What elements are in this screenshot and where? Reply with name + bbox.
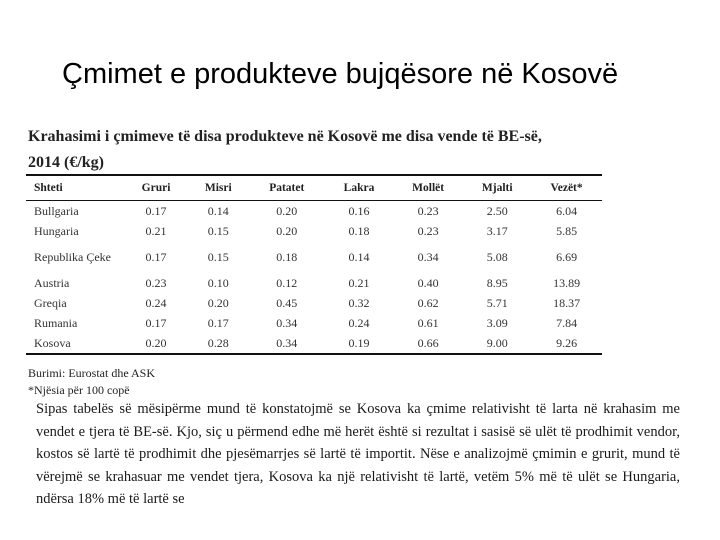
value-cell: 0.28: [188, 333, 248, 354]
value-cell: 0.34: [276, 315, 298, 330]
value-cell: 0.10: [207, 275, 229, 290]
value-cell: 0.16: [348, 203, 370, 218]
value-cell: 0.23: [417, 223, 439, 238]
column-header: Patatet: [248, 175, 325, 201]
table-row: [26, 201, 602, 222]
value-cell: 0.17: [207, 315, 229, 330]
value-cell: 0.24: [348, 315, 370, 330]
value-cell: 0.17: [145, 203, 167, 218]
value-cell: 0.62: [417, 295, 439, 310]
value-cell: 0.15: [207, 223, 229, 238]
country-cell: Austria: [34, 275, 70, 290]
value-cell: 0.19: [325, 333, 393, 354]
country-cell: Greqia: [34, 295, 67, 310]
table-row: [26, 221, 602, 241]
country-cell: Hungaria: [34, 223, 79, 238]
value-cell: 0.20: [207, 295, 229, 310]
table-row: [26, 273, 602, 293]
value-cell: 0.21: [145, 223, 167, 238]
table-row: [26, 293, 602, 313]
value-cell: 7.84: [556, 315, 578, 330]
value-cell: 0.17: [145, 315, 167, 330]
value-cell: 0.18: [276, 249, 298, 264]
value-cell: 0.12: [276, 275, 298, 290]
value-cell: 0.20: [276, 223, 298, 238]
value-cell: 0.21: [348, 275, 370, 290]
source-note: Burimi: Eurostat dhe ASK: [28, 366, 155, 380]
value-cell: 0.32: [348, 295, 370, 310]
value-cell: 0.20: [124, 333, 188, 354]
value-cell: 3.09: [486, 315, 508, 330]
value-cell: 5.71: [486, 295, 508, 310]
value-cell: 0.66: [393, 333, 463, 354]
value-cell: 5.08: [486, 249, 508, 264]
value-cell: 6.04: [556, 203, 578, 218]
country-cell: Bullgaria: [34, 203, 79, 218]
value-cell: 0.45: [276, 295, 298, 310]
table-row: [26, 241, 602, 273]
value-cell: 2.50: [486, 203, 508, 218]
table-row: [26, 333, 602, 354]
value-cell: 0.23: [417, 203, 439, 218]
slide-title: Çmimet e produkteve bujqësore në Kosovë: [62, 58, 619, 90]
value-cell: 0.18: [348, 223, 370, 238]
body-paragraph: Sipas tabelës së mësipërme mund të konstatojmë se Kosova ka çmime relativisht të larta në krahasim me vendet e tjera të BE-së. Kjo, siç u përmend edhe më herët është si rezultat i sasisë së ulët të prodhimit vendor, kostos së lartë të prodhimit dhe pjesëmarrjes së lartë të importit. Nëse e analizojmë çmimin e grurit, mund të vërejmë se krahasuar me vendet tjera, Kosova ka një relativisht të lartë, vetëm 5% më të ulët se Hungaria, ndërsa 18% më të lartë se: [36, 401, 680, 507]
value-cell: 0.34: [248, 333, 325, 354]
value-cell: 18.37: [553, 295, 581, 310]
value-cell: 0.17: [145, 249, 167, 264]
column-header: Mollët: [393, 175, 463, 201]
scanned-document: [22, 124, 686, 514]
country-cell: Rumania: [34, 315, 78, 330]
value-cell: 0.61: [417, 315, 439, 330]
value-cell: 3.17: [486, 223, 508, 238]
country-cell: Kosova: [26, 333, 124, 354]
value-cell: 0.14: [348, 249, 370, 264]
value-cell: 0.15: [207, 249, 229, 264]
column-header: Shteti: [26, 175, 124, 201]
column-header: Mjalti: [463, 175, 531, 201]
table-row: [26, 313, 602, 333]
unit-footnote: *Njësia për 100 copë: [28, 383, 130, 397]
price-comparison-table: [26, 174, 602, 355]
column-header: Vezët*: [531, 175, 602, 201]
value-cell: 9.26: [531, 333, 602, 354]
value-cell: 0.24: [145, 295, 167, 310]
value-cell: 0.40: [417, 275, 439, 290]
column-header: Gruri: [124, 175, 188, 201]
value-cell: 0.23: [145, 275, 167, 290]
table-header-row: [26, 175, 602, 201]
value-cell: 0.14: [207, 203, 229, 218]
value-cell: 13.89: [553, 275, 581, 290]
column-header: Lakra: [325, 175, 393, 201]
value-cell: 6.69: [556, 249, 578, 264]
table-caption-year-unit: 2014 (€/kg): [28, 154, 104, 171]
table-caption: Krahasimi i çmimeve të disa produkteve në Kosovë me disa vende të BE-së,: [28, 128, 542, 145]
value-cell: 5.85: [556, 223, 578, 238]
country-cell: Republika Çeke: [34, 249, 111, 264]
column-header: Misri: [188, 175, 248, 201]
value-cell: 9.00: [463, 333, 531, 354]
value-cell: 8.95: [486, 275, 508, 290]
value-cell: 0.20: [276, 203, 298, 218]
value-cell: 0.34: [417, 249, 439, 264]
